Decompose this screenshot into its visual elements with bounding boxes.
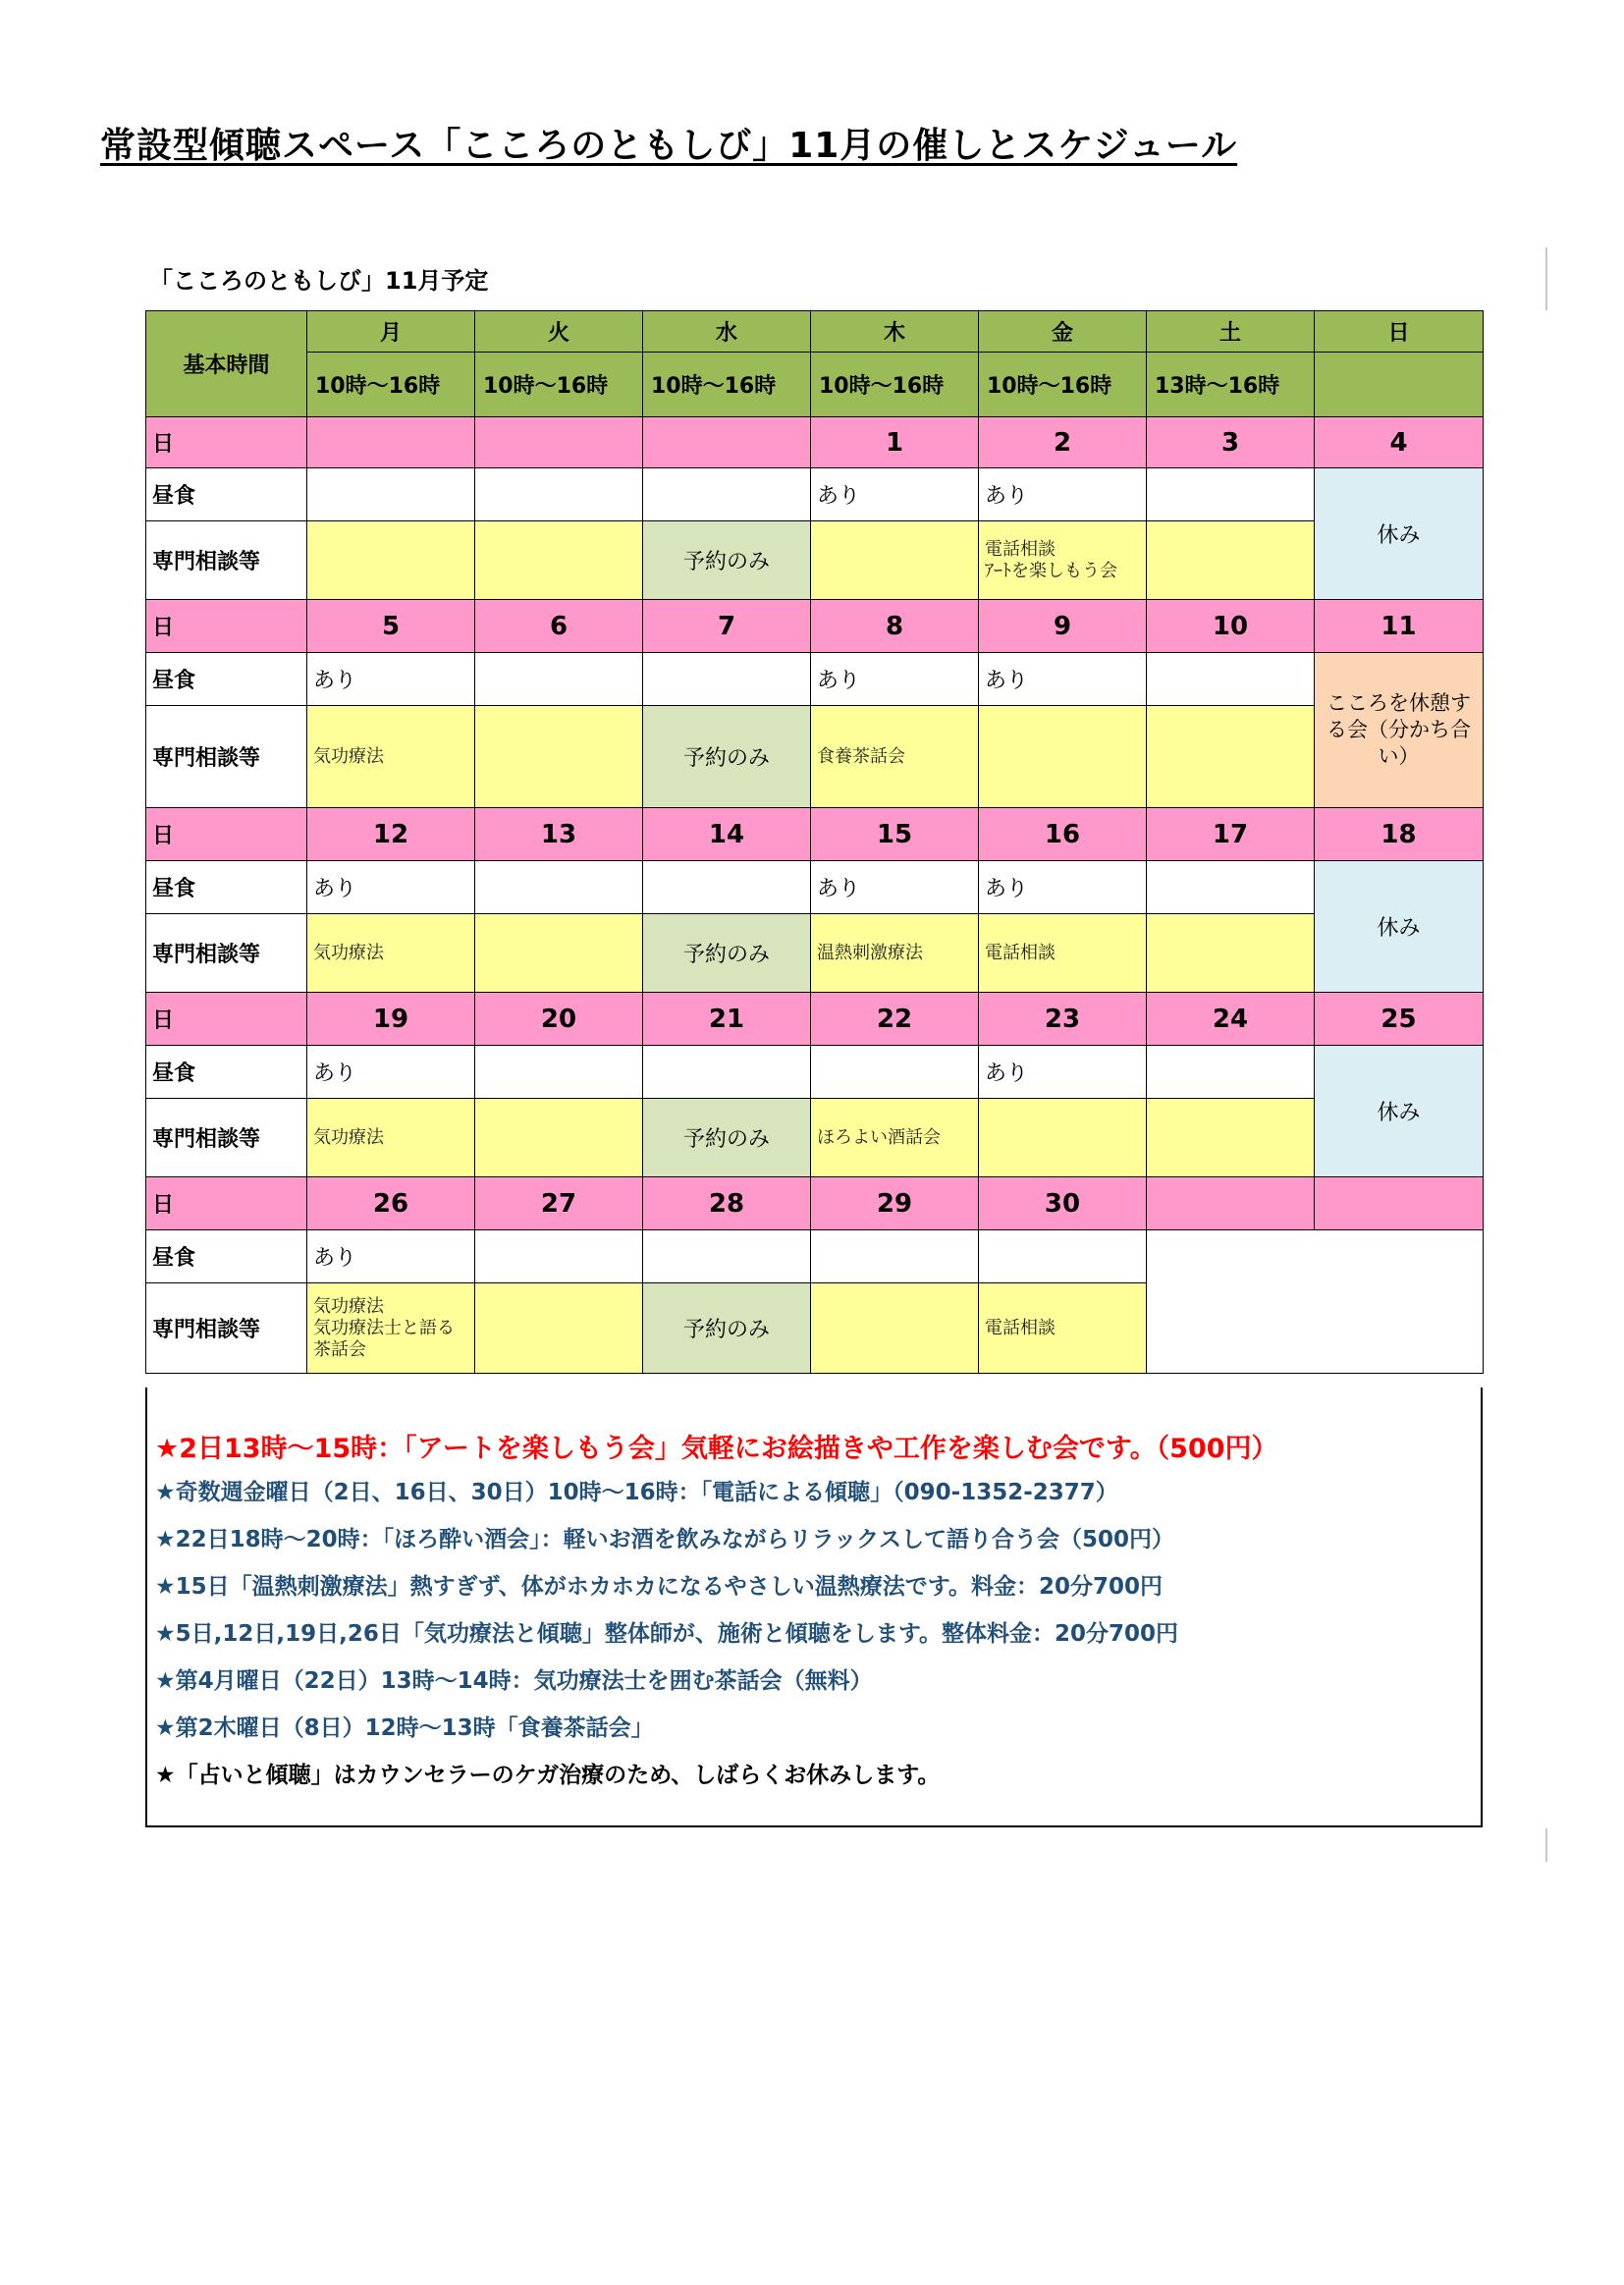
date-cell: 22	[811, 993, 979, 1046]
note-fortune: ★「占いと傾聴」はカウンセラーのケガ治療のため、しばらくお休みします。	[155, 1763, 941, 1788]
date-cell: 28	[643, 1177, 811, 1230]
note-food-tea: ★第2木曜日（8日）12時～13時「食養茶話会」	[155, 1715, 654, 1741]
lunch-cell: あり	[979, 468, 1147, 521]
special-cell	[1147, 1099, 1315, 1177]
special-label: 専門相談等	[146, 914, 307, 993]
date-cell: 29	[811, 1177, 979, 1230]
date-cell: 13	[475, 808, 643, 861]
date-cell: 27	[475, 1177, 643, 1230]
special-cell	[307, 521, 475, 600]
date-cell: 21	[643, 993, 811, 1046]
special-row	[146, 521, 1484, 600]
date-row-label: 日	[146, 993, 307, 1046]
special-cell	[811, 1283, 979, 1374]
special-cell	[475, 1099, 643, 1177]
special-cell	[1147, 706, 1315, 808]
special-cell: 電話相談	[979, 1283, 1147, 1374]
date-cell: 6	[475, 600, 643, 653]
special-cell: 気功療法	[307, 914, 475, 993]
hours-mon: 10時～16時	[307, 353, 475, 417]
date-cell: 16	[979, 808, 1147, 861]
lunch-cell	[1147, 1046, 1315, 1099]
lunch-cell	[811, 1230, 979, 1283]
date-cell: 12	[307, 808, 475, 861]
date-cell	[1315, 1177, 1484, 1230]
notes-box	[145, 1387, 1483, 1827]
date-row	[146, 993, 1484, 1046]
lunch-cell: あり	[307, 861, 475, 914]
lunch-cell	[1147, 653, 1315, 706]
date-cell: 20	[475, 993, 643, 1046]
date-cell: 7	[643, 600, 811, 653]
hours-tue: 10時～16時	[475, 353, 643, 417]
lunch-cell: あり	[307, 1046, 475, 1099]
date-cell: 3	[1147, 417, 1315, 468]
date-row	[146, 1177, 1484, 1230]
lunch-label: 昼食	[146, 1230, 307, 1283]
special-row	[146, 1099, 1484, 1177]
lunch-row	[146, 468, 1484, 521]
date-cell	[643, 417, 811, 468]
hours-sun	[1315, 353, 1484, 417]
date-cell: 17	[1147, 808, 1315, 861]
lunch-cell	[307, 468, 475, 521]
lunch-label: 昼食	[146, 1046, 307, 1099]
lunch-row	[146, 861, 1484, 914]
special-row	[146, 706, 1484, 808]
lunch-cell: あり	[811, 653, 979, 706]
special-label: 専門相談等	[146, 521, 307, 600]
date-row	[146, 600, 1484, 653]
note-qigong: ★5日,12日,19日,26日「気功療法と傾聴」整体師が、施術と傾聴をします。整体料金：20分700円	[155, 1621, 1179, 1647]
date-cell: 30	[979, 1177, 1147, 1230]
special-cell	[475, 914, 643, 993]
hours-thu: 10時～16時	[811, 353, 979, 417]
special-cell: 温熱刺激療法	[811, 914, 979, 993]
special-cell: 予約のみ	[643, 521, 811, 600]
special-cell: 電話相談	[979, 914, 1147, 993]
weekday-sun: 日	[1315, 311, 1484, 353]
lunch-cell	[643, 861, 811, 914]
date-cell: 11	[1315, 600, 1484, 653]
note-thermal: ★15日「温熱刺激療法」熱すぎず、体がホカホカになるやさしい温熱療法です。料金：20分700円	[155, 1574, 1163, 1600]
date-cell	[307, 417, 475, 468]
special-row	[146, 914, 1484, 993]
date-cell: 10	[1147, 600, 1315, 653]
hours-fri: 10時～16時	[979, 353, 1147, 417]
lunch-row	[146, 653, 1484, 706]
lunch-label: 昼食	[146, 653, 307, 706]
special-cell	[811, 521, 979, 600]
date-cell: 2	[979, 417, 1147, 468]
date-row-label: 日	[146, 1177, 307, 1230]
lunch-cell: あり	[307, 653, 475, 706]
lunch-cell	[979, 1230, 1147, 1283]
sunday-cell: 休み	[1315, 468, 1484, 600]
special-cell: 予約のみ	[643, 914, 811, 993]
lunch-cell	[475, 1046, 643, 1099]
date-cell: 9	[979, 600, 1147, 653]
lunch-cell	[475, 468, 643, 521]
special-cell: 気功療法 気功療法士と語る茶話会	[307, 1283, 475, 1374]
lunch-cell	[643, 468, 811, 521]
date-cell: 4	[1315, 417, 1484, 468]
date-cell: 18	[1315, 808, 1484, 861]
special-label: 専門相談等	[146, 706, 307, 808]
lunch-row	[146, 1046, 1484, 1099]
special-cell: ほろよい酒話会	[811, 1099, 979, 1177]
date-cell: 23	[979, 993, 1147, 1046]
weekday-sat: 土	[1147, 311, 1315, 353]
date-cell: 25	[1315, 993, 1484, 1046]
schedule-table	[145, 310, 1484, 1374]
special-cell	[1147, 914, 1315, 993]
date-row	[146, 808, 1484, 861]
weekday-tue: 火	[475, 311, 643, 353]
lunch-cell	[1147, 468, 1315, 521]
date-cell: 5	[307, 600, 475, 653]
special-cell	[475, 706, 643, 808]
lunch-cell	[643, 1230, 811, 1283]
basic-time-label: 基本時間	[146, 311, 307, 417]
lunch-row	[146, 1230, 1484, 1283]
lunch-cell	[475, 653, 643, 706]
special-cell	[475, 1283, 643, 1374]
weekday-wed: 水	[643, 311, 811, 353]
special-cell: 予約のみ	[643, 1099, 811, 1177]
special-label: 専門相談等	[146, 1283, 307, 1374]
lunch-cell: あり	[307, 1230, 475, 1283]
date-cell: 15	[811, 808, 979, 861]
edge-mark	[1545, 247, 1547, 310]
note-qigong-tea: ★第4月曜日（22日）13時～14時：気功療法士を囲む茶話会（無料）	[155, 1668, 873, 1694]
special-label: 専門相談等	[146, 1099, 307, 1177]
sunday-cell: 休み	[1315, 1046, 1484, 1177]
lunch-cell: あり	[811, 468, 979, 521]
lunch-cell	[475, 1230, 643, 1283]
lunch-cell: あり	[979, 653, 1147, 706]
date-cell: 26	[307, 1177, 475, 1230]
weekday-fri: 金	[979, 311, 1147, 353]
date-cell	[475, 417, 643, 468]
hours-wed: 10時～16時	[643, 353, 811, 417]
weekday-thu: 木	[811, 311, 979, 353]
special-cell	[1147, 521, 1315, 600]
lunch-label: 昼食	[146, 468, 307, 521]
special-cell: 予約のみ	[643, 706, 811, 808]
lunch-cell	[643, 653, 811, 706]
note-sake: ★22日18時～20時：「ほろ酔い酒会」：軽いお酒を飲みながらリラックスして語り合う会（500円）	[155, 1527, 1174, 1552]
lunch-cell: あり	[979, 1046, 1147, 1099]
sunday-cell: 休み	[1315, 861, 1484, 993]
note-phone: ★奇数週金曜日（2日、16日、30日）10時～16時：「電話による傾聴」（090-1352-2377）	[155, 1480, 1118, 1505]
date-row-label: 日	[146, 600, 307, 653]
special-cell	[979, 1099, 1147, 1177]
schedule-subtitle: 「こころのともしび」11月予定	[149, 267, 489, 295]
lunch-cell: あり	[811, 861, 979, 914]
lunch-cell	[1147, 861, 1315, 914]
lunch-cell: あり	[979, 861, 1147, 914]
date-row-label: 日	[146, 808, 307, 861]
empty-cell	[1147, 1230, 1484, 1374]
special-cell: 電話相談 ｱｰﾄを楽しもう会	[979, 521, 1147, 600]
page-title: 常設型傾聴スペース「こころのともしび」11月の催しとスケジュール	[100, 126, 1238, 166]
lunch-cell	[811, 1046, 979, 1099]
date-cell	[1147, 1177, 1315, 1230]
special-cell: 予約のみ	[643, 1283, 811, 1374]
special-cell	[979, 706, 1147, 808]
hours-sat: 13時～16時	[1147, 353, 1315, 417]
lunch-label: 昼食	[146, 861, 307, 914]
edge-mark	[1545, 1828, 1547, 1862]
date-cell: 24	[1147, 993, 1315, 1046]
note-art: ★2日13時～15時：「アートを楽しもう会」気軽にお絵描きや工作を楽しむ会です。（500円）	[155, 1434, 1278, 1464]
special-cell: 食養茶話会	[811, 706, 979, 808]
sunday-cell: こころを休憩する会（分かち合い）	[1315, 653, 1484, 808]
lunch-cell	[475, 861, 643, 914]
date-cell: 19	[307, 993, 475, 1046]
date-row	[146, 417, 1484, 468]
lunch-cell	[643, 1046, 811, 1099]
special-cell: 気功療法	[307, 706, 475, 808]
date-cell: 8	[811, 600, 979, 653]
date-row-label: 日	[146, 417, 307, 468]
date-cell: 1	[811, 417, 979, 468]
special-cell: 気功療法	[307, 1099, 475, 1177]
weekday-mon: 月	[307, 311, 475, 353]
special-cell	[475, 521, 643, 600]
date-cell: 14	[643, 808, 811, 861]
